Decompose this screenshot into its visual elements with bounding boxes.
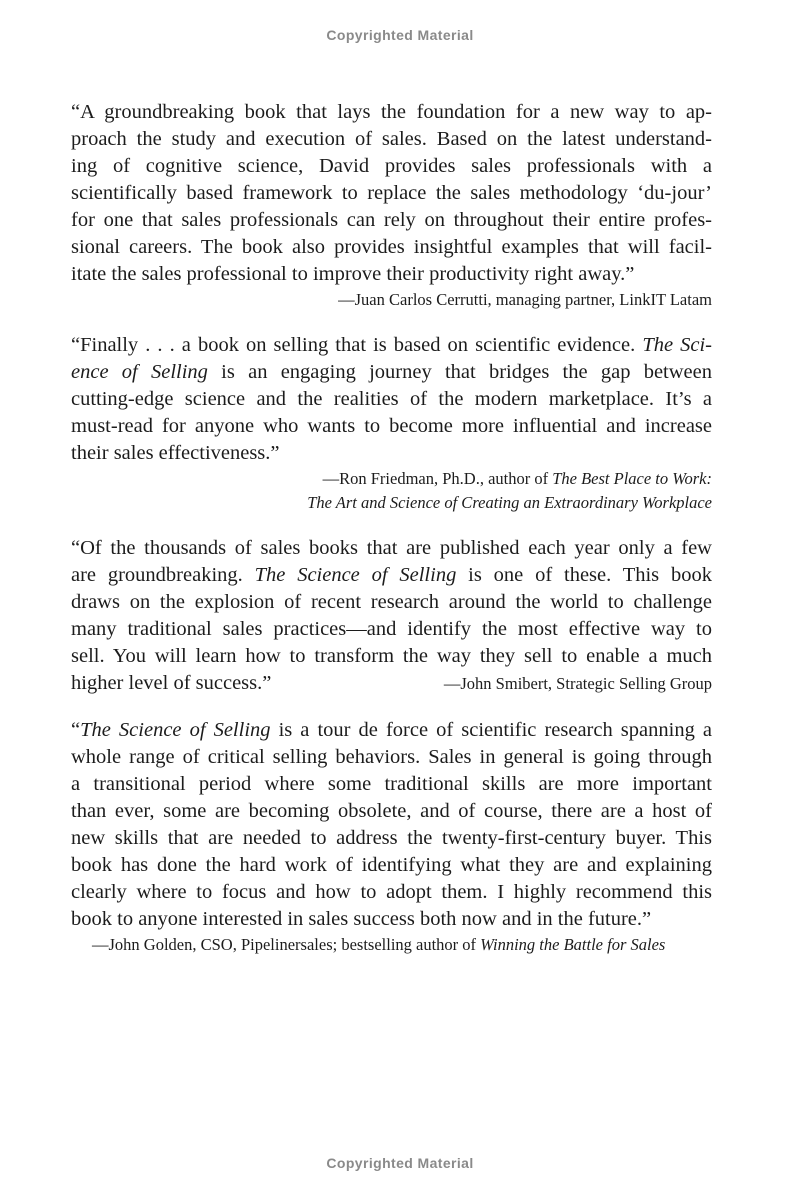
quote-line — [71, 440, 712, 467]
quote-text: —Ron Friedman, Ph.D., author of — [322, 469, 553, 488]
quote-text: is one of these. This book — [456, 564, 712, 586]
quote-text — [71, 670, 271, 697]
quote-text: their sales effectiveness.” — [71, 442, 280, 464]
quote-attribution — [71, 933, 712, 957]
quote-line — [71, 879, 712, 906]
quote-text: cutting-edge science and the realities of the modern marketplace. It’s a — [71, 388, 712, 410]
quote-text: draws on the explosion of recent research around the world to challenge — [71, 591, 712, 613]
quote-line — [71, 744, 712, 771]
quote-line — [71, 670, 712, 697]
quote-text: than ever, some are becoming obsolete, and of course, there are a host of — [71, 800, 712, 822]
quote-line — [71, 825, 712, 852]
book-title-italic: The Science of Selling — [254, 564, 457, 586]
quote-attribution — [71, 491, 712, 515]
quote-text: sell. You will learn how to transform the way they sell to enable a much — [71, 645, 712, 667]
quote-text: “ — [71, 719, 81, 741]
quote-line — [71, 99, 712, 126]
quote-text: new skills that are needed to address the twenty-first-century buyer. This — [71, 827, 712, 849]
quote-attribution — [444, 670, 712, 697]
quote-text: is a tour de force of scientific research spanning a — [270, 719, 712, 741]
quote-line — [71, 126, 712, 153]
quote-line — [71, 798, 712, 825]
quote-line — [71, 234, 712, 261]
quote-text: many traditional sales practices—and identify the most effective way to — [71, 618, 712, 640]
endorsement-quote — [71, 332, 712, 515]
endorsement-quotes-block — [71, 99, 712, 957]
book-title-italic: Winning the Battle for Sales — [480, 935, 666, 954]
quote-attribution — [71, 288, 712, 312]
quote-text: proach the study and execution of sales. Based on the latest understand- — [71, 128, 712, 150]
endorsement-quote — [71, 717, 712, 957]
quote-line — [71, 207, 712, 234]
quote-line — [71, 180, 712, 207]
book-title-italic: The Sci- — [642, 334, 713, 356]
quote-line — [71, 413, 712, 440]
quote-attribution — [71, 467, 712, 491]
quote-line — [71, 332, 712, 359]
quote-line — [71, 906, 712, 933]
quote-text: clearly where to focus and how to adopt them. I highly recommend this — [71, 881, 712, 903]
book-title-italic: The Art and Science of Creating an Extraordinary Workplace — [307, 493, 712, 512]
quote-text: —Juan Carlos Cerrutti, managing partner, LinkIT Latam — [338, 290, 712, 309]
quote-line — [71, 562, 712, 589]
quote-line — [71, 643, 712, 670]
quote-text: sional careers. The book also provides insightful examples that will facil- — [71, 236, 712, 258]
endorsement-quote — [71, 535, 712, 697]
copyright-notice-bottom: Copyrighted Material — [326, 1155, 474, 1171]
quote-text: must-read for anyone who wants to become more influential and increase — [71, 415, 712, 437]
quote-text: scientifically based framework to replace the sales methodology ‘du-jour’ — [71, 182, 712, 204]
quote-text: ing of cognitive science, David provides sales professionals with a — [71, 155, 712, 177]
quote-line — [71, 359, 712, 386]
quote-text: are groundbreaking. — [71, 564, 255, 586]
quote-line — [71, 589, 712, 616]
quote-line — [71, 717, 712, 744]
book-title-italic: ence of Selling — [71, 361, 208, 383]
book-title-italic: The Best Place to Work: — [552, 469, 712, 488]
quote-text: higher level of success.” — [71, 672, 272, 694]
quote-text: “A groundbreaking book that lays the foundation for a new way to ap- — [71, 101, 712, 123]
quote-line — [71, 261, 712, 288]
quote-line — [71, 386, 712, 413]
quote-text: book to anyone interested in sales success both now and in the future.” — [71, 908, 652, 930]
quote-text: —John Golden, CSO, Pipelinersales; bestselling author of — [92, 935, 481, 954]
quote-line — [71, 852, 712, 879]
quote-line — [71, 535, 712, 562]
quote-line — [71, 616, 712, 643]
book-title-italic: The Science of Selling — [80, 719, 271, 741]
quote-line — [71, 153, 712, 180]
endorsement-quote — [71, 99, 712, 312]
quote-text: book has done the hard work of identifying what they are and explaining — [71, 854, 712, 876]
quote-text: “Of the thousands of sales books that are published each year only a few — [71, 537, 712, 559]
quote-text: is an engaging journey that bridges the gap between — [207, 361, 712, 383]
quote-text: itate the sales professional to improve their productivity right away.” — [71, 263, 635, 285]
quote-line — [71, 771, 712, 798]
quote-text: for one that sales professionals can rely on throughout their entire profes- — [71, 209, 712, 231]
copyright-notice-top: Copyrighted Material — [326, 27, 474, 43]
quote-text: whole range of critical selling behaviors. Sales in general is going through — [71, 746, 712, 768]
quote-text: —John Smibert, Strategic Selling Group — [443, 674, 712, 693]
quote-text: a transitional period where some traditional skills are more important — [71, 773, 712, 795]
quote-text: “Finally . . . a book on selling that is based on scientific evidence. — [71, 334, 643, 356]
